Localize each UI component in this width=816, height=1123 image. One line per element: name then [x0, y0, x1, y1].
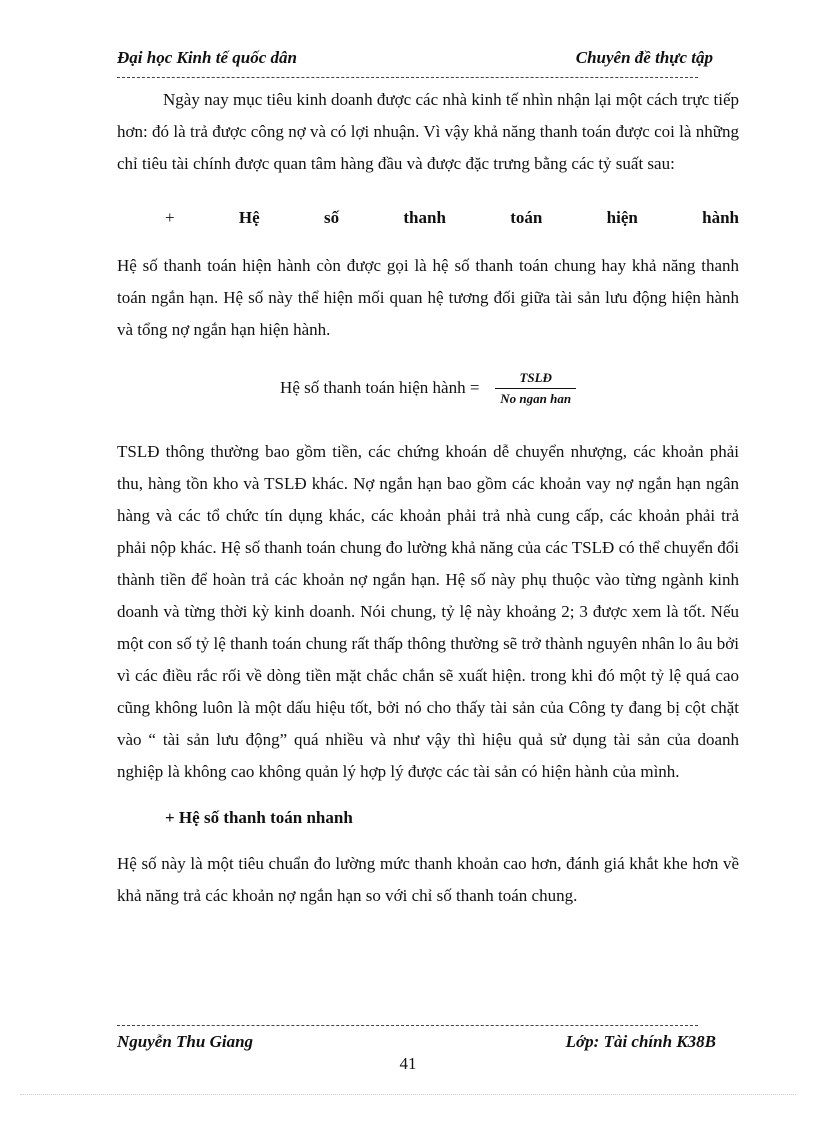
heading-word: toán [510, 208, 543, 227]
paragraph-intro: Ngày nay mục tiêu kinh doanh được các nhà kinh tế nhìn nhận lại một cách trực tiếp hơn: đó là trả được công nợ và có lợi nhuận. Vì vậy khả năng thanh toán được coi là những chỉ tiêu tài chính được quan tâm hàng đầu và được đặc trưng bằng các tỷ suất sau: [117, 90, 739, 173]
paragraph-quick-ratio-definition: Hệ số này là một tiêu chuẩn đo lường mức thanh khoản cao hơn, đánh giá khắt khe hơn về khả năng trả các khoản nợ ngắn hạn so với chỉ số thanh toán chung. [117, 854, 739, 905]
page-footer [117, 1032, 716, 1056]
page-header [117, 48, 713, 72]
header-university: Đại học Kinh tế quốc dân [117, 48, 297, 67]
heading-word: thanh [403, 208, 446, 227]
paragraph-current-ratio-explanation: TSLĐ thông thường bao gồm tiền, các chứng khoán dễ chuyển nhượng, các khoản phải thu, hàng tồn kho và TSLĐ khác. Nợ ngắn hạn bao gồm các khoản vay nợ ngắn hạn ngân hàng và các tổ chức tín dụng khác, các khoản phải trả nhà cung cấp, các khoản phải trả phải nộp khác. Hệ số thanh toán chung đo lường khả năng của các TSLĐ có thể chuyển đổi thành tiền để hoàn trả các khoản nợ ngắn hạn. Hệ số này phụ thuộc vào từng ngành kinh doanh và từng thời kỳ kinh doanh. Nói chung, tỷ lệ này khoảng 2; 3 được xem là tốt. Nếu một con số tỷ lệ thanh toán chung rất thấp thông thường sẽ trở thành nguyên nhân lo âu bởi vì các điều rắc rối về dòng tiền mặt chắc chắn sẽ xuất hiện. trong khi đó một tỷ lệ quá cao cũng không luôn là một dấu hiệu tốt, bởi nó cho thấy tài sản của Công ty đang bị cột chặt vào “ tài sản lưu động” quá nhiều và như vậy thì hiệu quả sử dụng tài sản của doanh nghiệp là không cao không quản lý hợp lý được các tài sản có hiện hành của mình. [117, 442, 739, 781]
section-heading-current-ratio [117, 202, 739, 234]
heading-word: hiện [606, 208, 638, 227]
footer-divider [117, 1025, 698, 1026]
formula-numerator: TSLĐ [495, 370, 576, 389]
formula-label: Hệ số thanh toán hiện hành = [280, 378, 480, 397]
header-document-type: Chuyên đề thực tập [575, 48, 713, 67]
section-heading-quick-ratio: + Hệ số thanh toán nhanh [165, 808, 353, 827]
formula-fraction [495, 370, 576, 407]
footer-class: Lớp: Tài chính K38B [565, 1032, 716, 1051]
page-body [117, 84, 739, 912]
page-number: 41 [399, 1054, 417, 1073]
header-divider [117, 77, 698, 78]
formula-current-ratio [117, 366, 739, 410]
heading-word: + [165, 208, 175, 227]
page-edge [20, 1094, 796, 1095]
formula-denominator: No ngan han [500, 390, 572, 406]
heading-word: Hệ [238, 208, 260, 227]
paragraph-current-ratio-definition: Hệ số thanh toán hiện hành còn được gọi là hệ số thanh toán chung hay khả năng thanh toán ngắn hạn. Hệ số này thể hiện mối quan hệ tương đối giữa tài sản lưu động hiện hành và tổng nợ ngắn hạn hiện hành. [117, 256, 739, 339]
heading-word: số [323, 208, 340, 227]
heading-word: hành [702, 208, 739, 227]
footer-author: Nguyễn Thu Giang [117, 1032, 254, 1051]
